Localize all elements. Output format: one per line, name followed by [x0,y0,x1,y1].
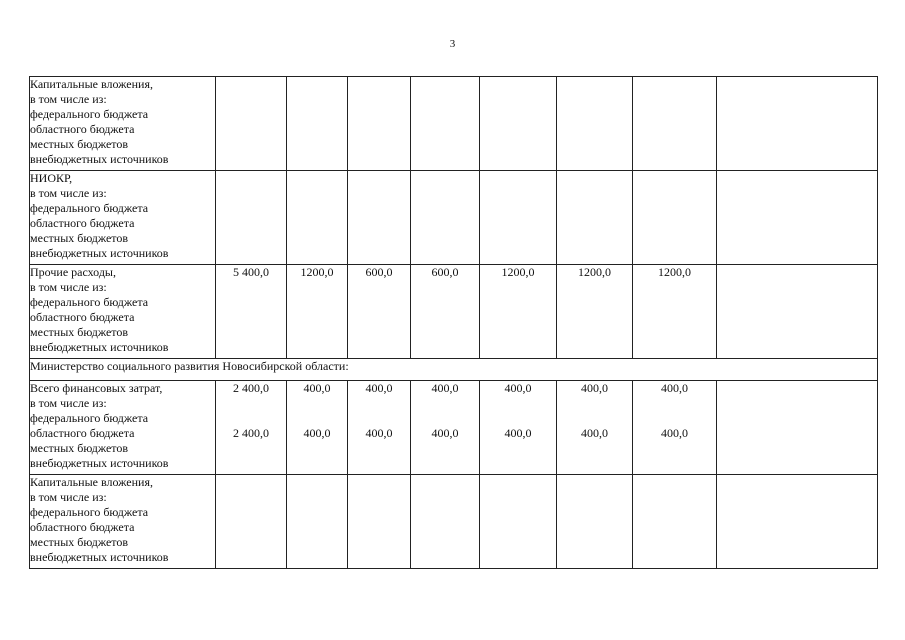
value-total: 600,0 [431,265,459,279]
spacer [633,411,716,426]
spacer [557,411,632,426]
value-cell [480,171,557,265]
spacer [480,411,556,426]
row-label-line: местных бюджетов [30,441,129,455]
row-label-line: областного бюджета [30,310,135,324]
row-label [30,475,216,569]
row-label-line: Капитальные вложения, [30,475,153,489]
row-label-line: внебюджетных источников [30,340,169,354]
value-cell [480,77,557,171]
value-cell [411,77,480,171]
spacer [287,396,347,411]
row-label-line: федерального бюджета [30,505,149,519]
value-cell [348,171,411,265]
value-cell [216,265,287,359]
section-row [30,359,878,381]
value-cell [480,265,557,359]
value-regional: 400,0 [365,426,393,440]
value-cell [717,265,878,359]
row-label-line: областного бюджета [30,520,135,534]
value-total: 400,0 [661,381,688,395]
row-label-line: областного бюджета [30,122,135,136]
spacer [411,411,479,426]
row-label-line: областного бюджета [30,426,135,440]
value-regional: 400,0 [303,426,331,440]
spacer [216,396,286,411]
row-label-line: в том числе из: [30,490,107,504]
value-cell [557,381,633,475]
value-cell [216,77,287,171]
value-cell [348,381,411,475]
spacer [348,396,410,411]
table-row [30,475,878,569]
spacer [348,411,410,426]
row-label-line: местных бюджетов [30,231,129,245]
row-label [30,77,216,171]
value-total: 400,0 [504,381,532,395]
row-label-line: в том числе из: [30,280,107,294]
value-cell [287,381,348,475]
value-cell [216,171,287,265]
row-label [30,171,216,265]
section-title: Министерство социального развития Новосибирской области: [30,359,878,381]
value-cell [717,171,878,265]
value-total: 1200,0 [300,265,334,279]
row-label-line: НИОКР, [30,171,73,185]
value-cell [557,475,633,569]
value-cell [216,475,287,569]
value-cell [287,265,348,359]
value-cell [287,475,348,569]
value-cell [480,475,557,569]
spacer [633,396,716,411]
row-label-line: внебюджетных источников [30,550,169,564]
row-label-line: внебюджетных источников [30,456,169,470]
value-cell [411,265,480,359]
value-cell [411,171,480,265]
row-label-line: в том числе из: [30,92,107,106]
row-label-line: в том числе из: [30,186,107,200]
value-total: 1200,0 [578,265,611,279]
budget-table [29,76,878,569]
row-label-line: Капитальные вложения, [30,77,153,91]
value-cell [717,381,878,475]
value-cell [633,265,717,359]
table-row [30,265,878,359]
value-cell [633,171,717,265]
page-number: 3 [449,38,456,50]
value-cell [411,475,480,569]
value-regional: 400,0 [581,426,608,440]
value-total: 1200,0 [501,265,535,279]
value-cell [287,77,348,171]
value-cell [557,171,633,265]
value-cell [557,265,633,359]
row-label-line: федерального бюджета [30,201,149,215]
row-label-line: местных бюджетов [30,137,129,151]
row-label-line: местных бюджетов [30,535,129,549]
row-label-line: местных бюджетов [30,325,129,339]
row-label-line: внебюджетных источников [30,152,169,166]
spacer [480,396,556,411]
row-label-line: федерального бюджета [30,295,149,309]
spacer [287,411,347,426]
value-regional: 400,0 [431,426,459,440]
value-total: 400,0 [431,381,459,395]
value-total: 600,0 [365,265,393,279]
value-cell [717,475,878,569]
value-total: 2 400,0 [233,381,269,395]
value-cell [717,77,878,171]
value-cell [480,381,557,475]
row-label-line: областного бюджета [30,216,135,230]
row-label-line: внебюджетных источников [30,246,169,260]
value-cell [411,381,480,475]
value-total: 400,0 [581,381,608,395]
row-label [30,265,216,359]
value-regional: 400,0 [661,426,688,440]
value-total: 5 400,0 [233,265,269,279]
value-cell [287,171,348,265]
value-regional: 2 400,0 [233,426,269,440]
spacer [717,396,877,411]
table-row [30,77,878,171]
value-cell [348,265,411,359]
row-label-line: Всего финансовых затрат, [30,381,163,395]
row-label-line: федерального бюджета [30,107,149,121]
value-cell [633,77,717,171]
table-row [30,381,878,475]
value-cell [633,475,717,569]
row-label-line: федерального бюджета [30,411,149,425]
value-total: 400,0 [303,381,331,395]
value-total: 1200,0 [658,265,691,279]
value-cell [633,381,717,475]
spacer [411,396,479,411]
value-regional: 400,0 [504,426,532,440]
spacer [557,396,632,411]
row-label [30,381,216,475]
spacer [216,411,286,426]
value-cell [557,77,633,171]
row-label-line: в том числе из: [30,396,107,410]
value-total: 400,0 [365,381,393,395]
table-row [30,171,878,265]
value-cell [216,381,287,475]
spacer [717,381,877,396]
value-cell [348,77,411,171]
row-label-line: Прочие расходы, [30,265,116,279]
value-cell [348,475,411,569]
